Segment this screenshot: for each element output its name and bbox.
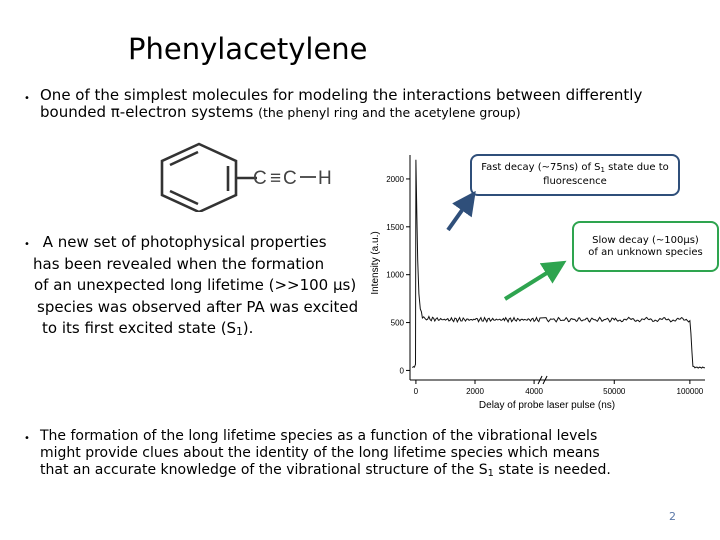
x-axis-label: Delay of probe laser pulse (ns)	[478, 400, 616, 411]
y-tick-label: 1500	[386, 222, 404, 232]
y-tick-label: 2000	[386, 174, 404, 184]
x-tick-label: 50000	[603, 387, 626, 396]
bullet-3-line-1: The formation of the long lifetime species as a function of the vibrational levels	[40, 428, 598, 444]
callout-slow-line-2: of an unknown species	[588, 247, 703, 258]
bullet-1-marker: •	[24, 93, 30, 104]
y-axis-ticks	[386, 175, 410, 375]
hydrogen: H	[318, 168, 332, 189]
carbon-1: C	[253, 168, 267, 189]
triple-bond: ≡	[270, 168, 282, 189]
page-number: 2	[669, 510, 676, 523]
bullet-2-line-5	[42, 320, 253, 341]
bullet-2-line-3: of an unexpected long lifetime (>>100 μs)	[34, 276, 357, 294]
bullet-3-text	[40, 428, 611, 482]
y-tick-label: 0	[399, 366, 404, 376]
callout-fast-text-b: state due to	[605, 162, 669, 173]
callout-slow-decay	[572, 221, 719, 272]
callout-fast-line-2: fluorescence	[543, 176, 607, 187]
callout-slow-line-1: Slow decay (~100μs)	[592, 235, 699, 246]
page-title: Phenylacetylene	[128, 32, 368, 66]
fast-decay-arrow	[448, 199, 470, 230]
x-tick-label: 4000	[525, 387, 543, 396]
x-tick-label: 2000	[466, 387, 484, 396]
y-axis-label: Intensity (a.u.)	[370, 231, 381, 295]
bullet-3-marker: •	[24, 433, 30, 444]
bullet-2-line-2: has been revealed when the formation	[33, 255, 325, 273]
y-tick-label: 500	[390, 318, 404, 328]
bullet-3-line-3b: state is needed.	[493, 462, 611, 478]
bullet-2-line-4: species was observed after PA was excited	[37, 298, 359, 316]
x-tick-label: 0	[413, 387, 419, 396]
bullet-2-line-5a: to its first excited state (S	[42, 319, 237, 337]
callout-fast-sub: 1	[600, 166, 605, 174]
bullet-2-line-5-sub: 1	[236, 326, 243, 338]
bullet-2-line-5b: ).	[242, 319, 254, 337]
bullet-3-line-3	[40, 462, 611, 482]
bullet-3-line-3a: that an accurate knowledge of the vibrational structure of the S	[40, 462, 488, 478]
bullet-2-marker: •	[24, 239, 30, 250]
x-tick-label: 100000	[676, 387, 704, 396]
slow-decay-arrow	[505, 266, 558, 299]
callout-fast-line-1	[472, 162, 678, 176]
bullet-2-line-1: A new set of photophysical properties	[38, 233, 327, 251]
bullet-1-line-2	[40, 104, 642, 121]
y-tick-label: 1000	[386, 270, 404, 280]
carbon-2: C	[283, 168, 297, 189]
benzene-ring	[162, 144, 257, 212]
callout-arrows	[440, 185, 580, 305]
bullet-1-text	[40, 87, 642, 121]
bullet-1-line-2-small: (the phenyl ring and the acetylene group)	[258, 105, 521, 120]
bullet-1-line-1: One of the simplest molecules for modeling the interactions between differently	[40, 86, 643, 104]
phenylacetylene-structure	[145, 140, 345, 212]
bullet-3-line-2: might provide clues about the identity of the long lifetime species which means	[40, 445, 600, 461]
bullet-3-line-3-sub: 1	[487, 468, 494, 479]
bullet-1-line-2-main: bounded π-electron systems	[40, 103, 259, 121]
callout-fast-text-a: Fast decay (~75ns) of S	[481, 162, 601, 173]
x-axis-ticks	[414, 380, 704, 396]
